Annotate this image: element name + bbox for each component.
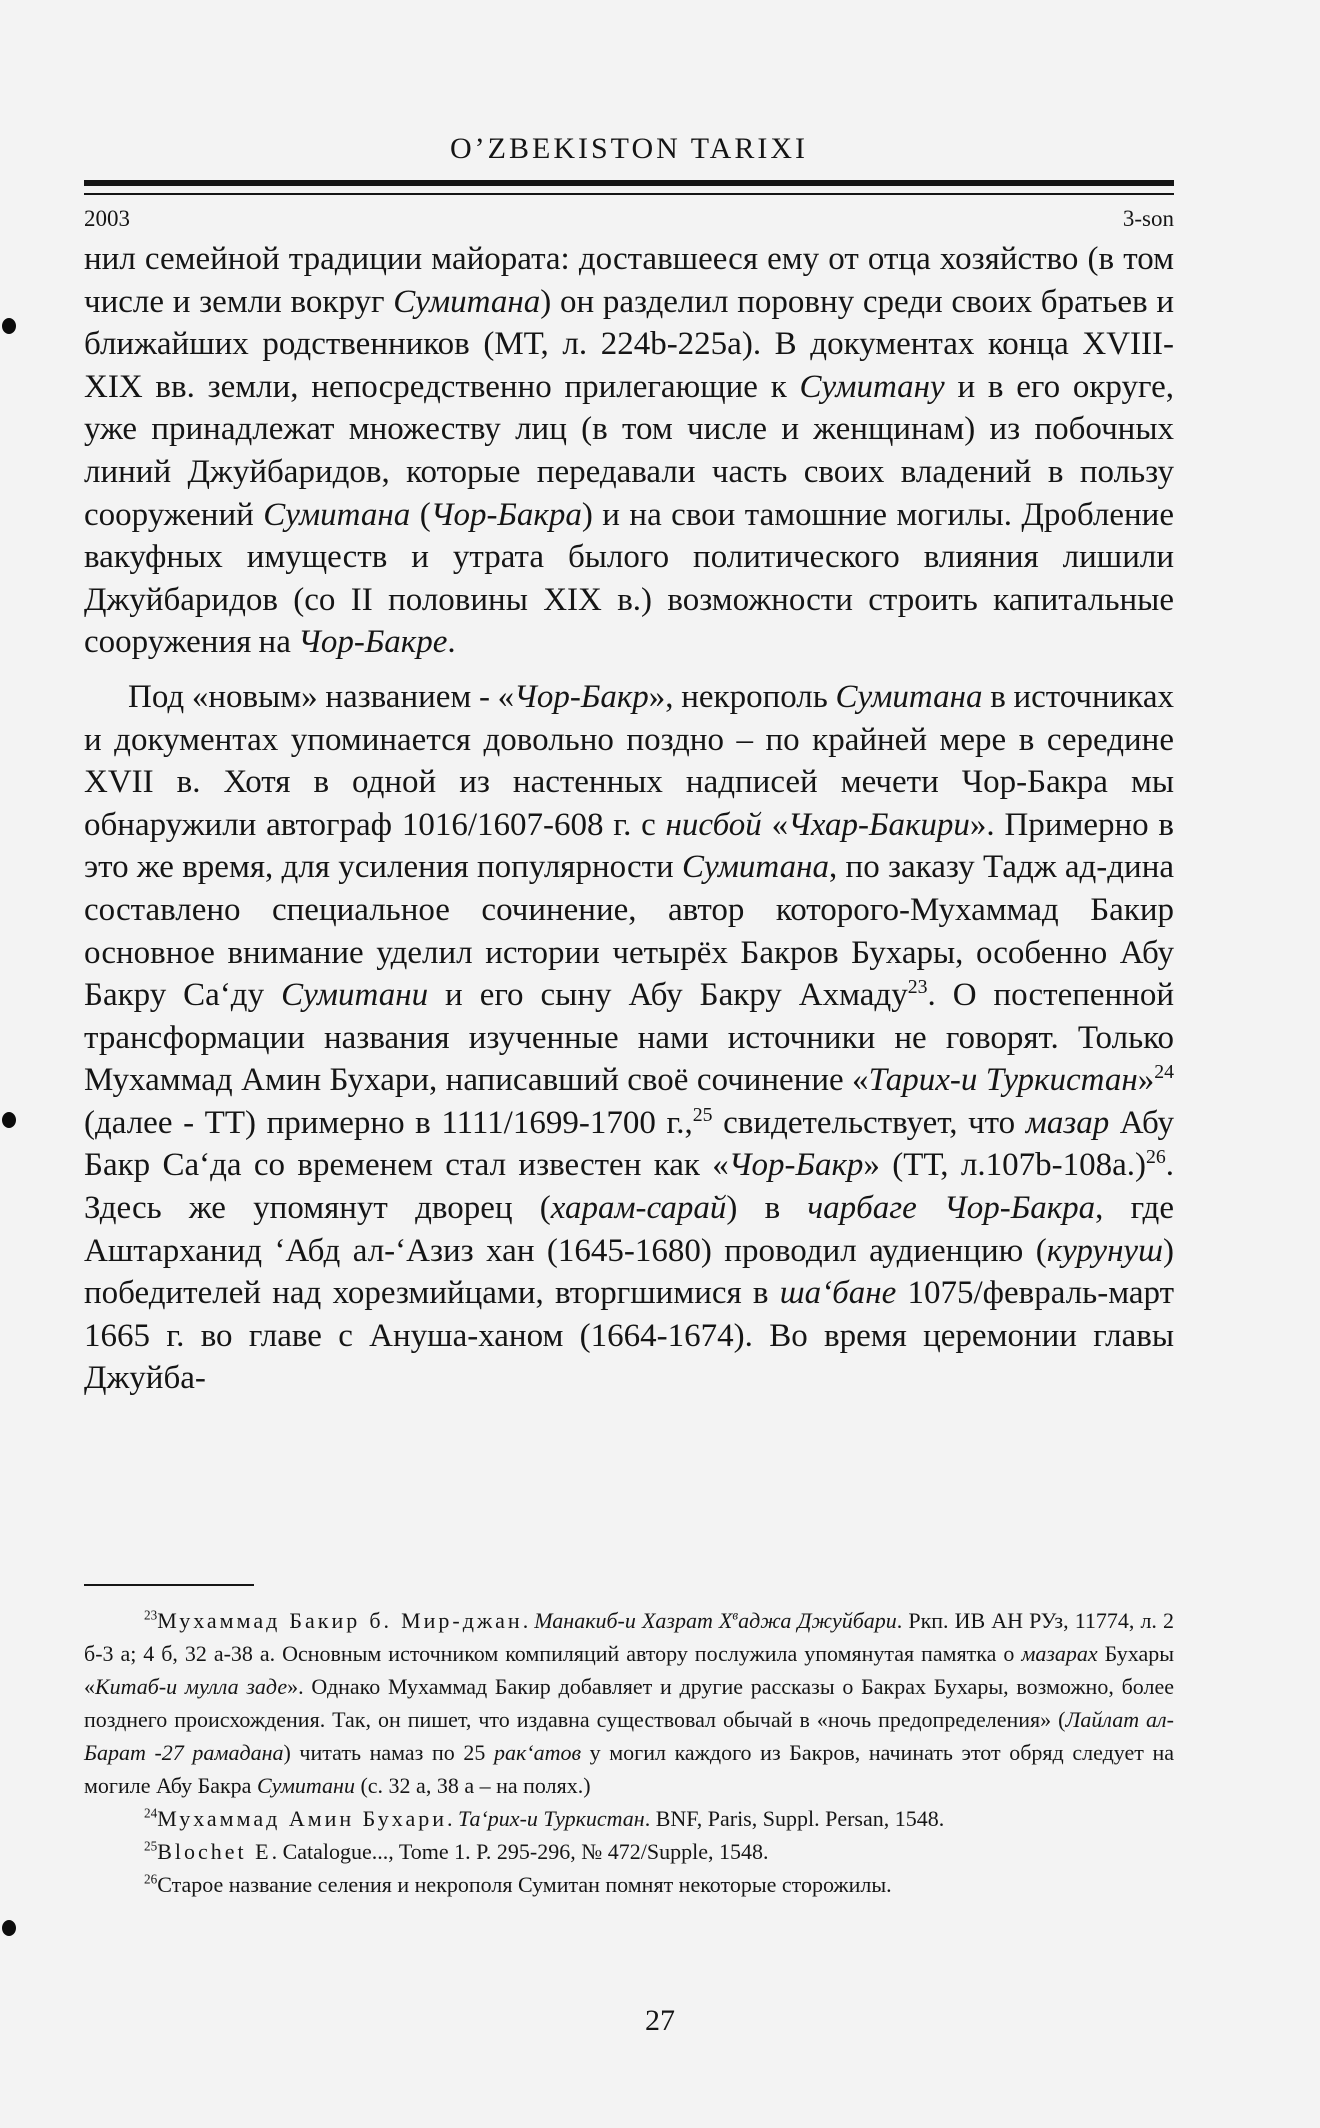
footnote-26: $^{26}$Старое название селения и некрополя Сумитан помнят некоторые сторожилы. bbox=[144, 1871, 892, 1897]
punch-hole bbox=[2, 1112, 16, 1128]
punch-hole bbox=[2, 1920, 16, 1936]
footnote-ref[interactable]: 25 bbox=[692, 1103, 713, 1126]
footnote-25: $^{25}$Blochet E. Catalogue..., Tome 1. P. 295-296, № 472/Supple, 1548. bbox=[144, 1838, 769, 1864]
article-body bbox=[84, 238, 1174, 1400]
footnote-23: $^{23}$Мухаммад Бакир б. Мир-джан. Манакиб-и Хазрат $Х^ваджа$ Джуйбари. Ркп. ИВ АН РУз, 11774, л. 2 б-3 а; 4 б, 32 а-38 а. Основным источником компиляций автору послужила упомянутая памятка о мазарах Бухары «Китаб-и мулла заде». Однако Мухаммад Бакир добавляет и другие рассказы о Бакрах Бухары, возможно, более позднего происхождения. Так, он пишет, что издавна существовал обычай в «ночь предопределения» (Лайлат ал-Барат -27 рамадана) читать намаз по 25 рак‘атов у могил каждого из Бакров, начинать этот обряд следует на могиле Абу Бакра Сумитани (с. 32 а, 38 а – на полях.) bbox=[84, 1607, 1175, 1798]
journal-title: O’ZBEKISTON TARIXI bbox=[450, 132, 808, 165]
footnote-separator bbox=[84, 1584, 254, 1586]
punch-hole bbox=[2, 318, 16, 334]
header-rule-thick bbox=[84, 180, 1174, 186]
issue-year: 2003 bbox=[84, 206, 130, 231]
header-rule-thin bbox=[84, 193, 1174, 195]
footnotes bbox=[84, 1604, 1174, 1901]
footnote-ref[interactable]: 24 bbox=[1154, 1061, 1175, 1084]
body-paragraph: нил семейной традиции майората: доставшееся ему от отца хозяйство (в том числе и земли вокруг Сумитана) он разделил поровну среди своих братьев и ближайших родственников (МТ, л. 224b-225a). В документах конца XVIII-XIX вв. земли, непосредственно прилегающие к Сумитану и в его округе, уже принадлежат множеству лиц (в том числе и женщинам) из побочных линий Джуйбаридов, которые передавали часть своих владений в пользу сооружений Сумитана (Чор-Бакра) и на свои тамошние могилы. Дробление вакуфных имуществ и утрата былого политического влияния лишили Джуйбаридов (со II половины XIX в.) возможности строить капитальные сооружения на Чор-Бакре. bbox=[84, 241, 1174, 661]
issue-meta bbox=[84, 206, 1174, 232]
footnote-ref[interactable]: 26 bbox=[1145, 1146, 1166, 1169]
issue-number: 3-son bbox=[1122, 206, 1174, 231]
body-paragraph: Под «новым» названием - «Чор-Бакр», некрополь Сумитана в источниках и документах упоминается довольно поздно – по крайней мере в середине XVII в. Хотя в одной из настенных надписей мечети Чор-Бакра мы обнаружили автограф 1016/1607-608 г. с нисбой «Чхар-Бакири». Примерно в это же время, для усиления популярности Сумитана, по заказу Тадж ад-дина составлено специальное сочинение, автор которого-Мухаммад Бакир основное внимание уделил истории четырёх Бакров Бухары, особенно Абу Бакру Са‘ду Сумитани и его сыну Абу Бакру Ахмаду$^{23}$. О постепенной трансформации названия изученные нами источники не говорят. Только Мухаммад Амин Бухари, написавший своё сочинение «Тарих-и Туркистан»$^{24}$ (далее - ТТ) примерно в 1111/1699-1700 г.,$^{25}$ свидетельствует, что мазар Абу Бакр Са‘да со временем стал известен как «Чор-Бакр» (ТТ, л.107b-108a.)$^{26}$. Здесь же упомянут дворец (харам-сарай) в чарбаге Чор-Бакра, где Аштарханид ‘Абд ал-‘Азиз хан (1645-1680) проводил аудиенцию (курунуш) победителей над хорезмийцами, вторгшимися в ша‘бане 1075/февраль-март 1665 г. во главе с Ануша-ханом (1664-1674). Во время церемонии главы Джуйба- bbox=[84, 678, 1175, 1397]
page-number: 27 bbox=[645, 2004, 675, 2037]
footnote-24: $^{24}$Мухаммад Амин Бухари. Та‘рих-и Туркистан. BNF, Paris, Suppl. Persan, 1548. bbox=[144, 1805, 945, 1831]
footnote-ref[interactable]: 23 bbox=[907, 976, 928, 999]
